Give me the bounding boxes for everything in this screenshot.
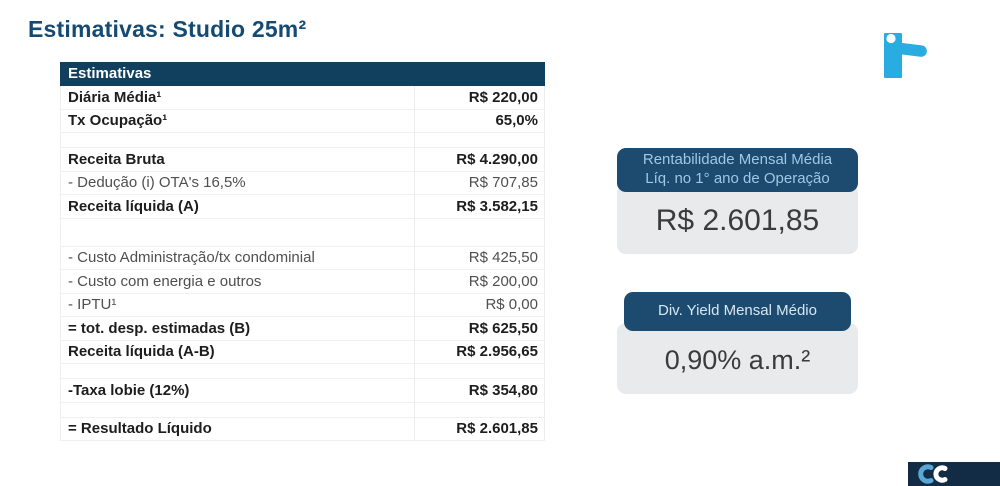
row-value <box>414 133 544 147</box>
div-yield-card-value: 0,90% a.m.² <box>617 323 858 394</box>
table-header: Estimativas <box>60 62 545 86</box>
row-value <box>414 403 544 417</box>
row-label: Receita Bruta <box>68 150 165 168</box>
rentabilidade-card <box>617 148 858 254</box>
rentabilidade-card-value: R$ 2.601,85 <box>617 184 858 254</box>
table-row-blank <box>60 219 545 247</box>
row-label: = tot. desp. estimadas (B) <box>68 319 251 337</box>
row-label: - Custo Administração/tx condominial <box>68 249 315 267</box>
card-title-line2: Líq. no 1° ano de Operação <box>645 169 830 187</box>
row-value: R$ 354,80 <box>414 379 544 402</box>
row-value: R$ 0,00 <box>414 294 544 317</box>
row-value <box>414 364 544 378</box>
row-value: R$ 2.956,65 <box>414 341 544 364</box>
row-value: R$ 625,50 <box>414 317 544 340</box>
div-yield-card-title: Div. Yield Mensal Médio <box>624 292 851 331</box>
row-label: Tx Ocupação¹ <box>68 112 168 130</box>
table-row <box>60 341 545 365</box>
row-label: = Resultado Líquido <box>68 420 212 438</box>
brand-logo-chip <box>908 462 1000 486</box>
table-row <box>60 110 545 134</box>
row-value: R$ 3.582,15 <box>414 195 544 218</box>
table-row <box>60 86 545 110</box>
div-yield-card <box>617 292 858 394</box>
door-handle-icon <box>876 24 932 84</box>
row-label: -Taxa lobie (12%) <box>68 381 190 399</box>
row-value: R$ 2.601,85 <box>414 418 544 441</box>
row-label <box>61 219 414 246</box>
row-label: - Custo com energia e outros <box>68 272 262 290</box>
row-label <box>61 364 414 378</box>
table-row-blank <box>60 403 545 418</box>
row-label <box>61 403 414 417</box>
rentabilidade-card-title <box>617 148 858 192</box>
table-row <box>60 172 545 196</box>
card-title-line1: Rentabilidade Mensal Média <box>642 151 833 168</box>
table-row <box>60 379 545 403</box>
table-row <box>60 247 545 271</box>
row-label: - IPTU¹ <box>68 296 117 314</box>
row-value: 65,0% <box>414 110 544 133</box>
row-value: R$ 707,85 <box>414 172 544 195</box>
table-row <box>60 418 545 442</box>
row-value: R$ 4.290,00 <box>414 148 544 171</box>
page-title: Estimativas: Studio 25m² <box>28 16 307 42</box>
table-row <box>60 317 545 341</box>
table-row-blank <box>60 133 545 148</box>
row-label: Receita líquida (A) <box>68 197 199 215</box>
table-row <box>60 294 545 318</box>
row-label: - Dedução (i) OTA's 16,5% <box>68 174 246 192</box>
brand-logo-crescents-icon <box>916 464 952 484</box>
table-row <box>60 148 545 172</box>
row-value: R$ 200,00 <box>414 270 544 293</box>
table-row <box>60 195 545 219</box>
row-label <box>61 133 414 147</box>
row-value: R$ 425,50 <box>414 247 544 270</box>
estimates-table <box>60 62 545 441</box>
table-row-blank <box>60 364 545 379</box>
row-label: Diária Média¹ <box>68 88 162 106</box>
row-value: R$ 220,00 <box>414 86 544 109</box>
table-row <box>60 270 545 294</box>
row-label: Receita líquida (A-B) <box>68 343 215 361</box>
row-value <box>414 219 544 246</box>
